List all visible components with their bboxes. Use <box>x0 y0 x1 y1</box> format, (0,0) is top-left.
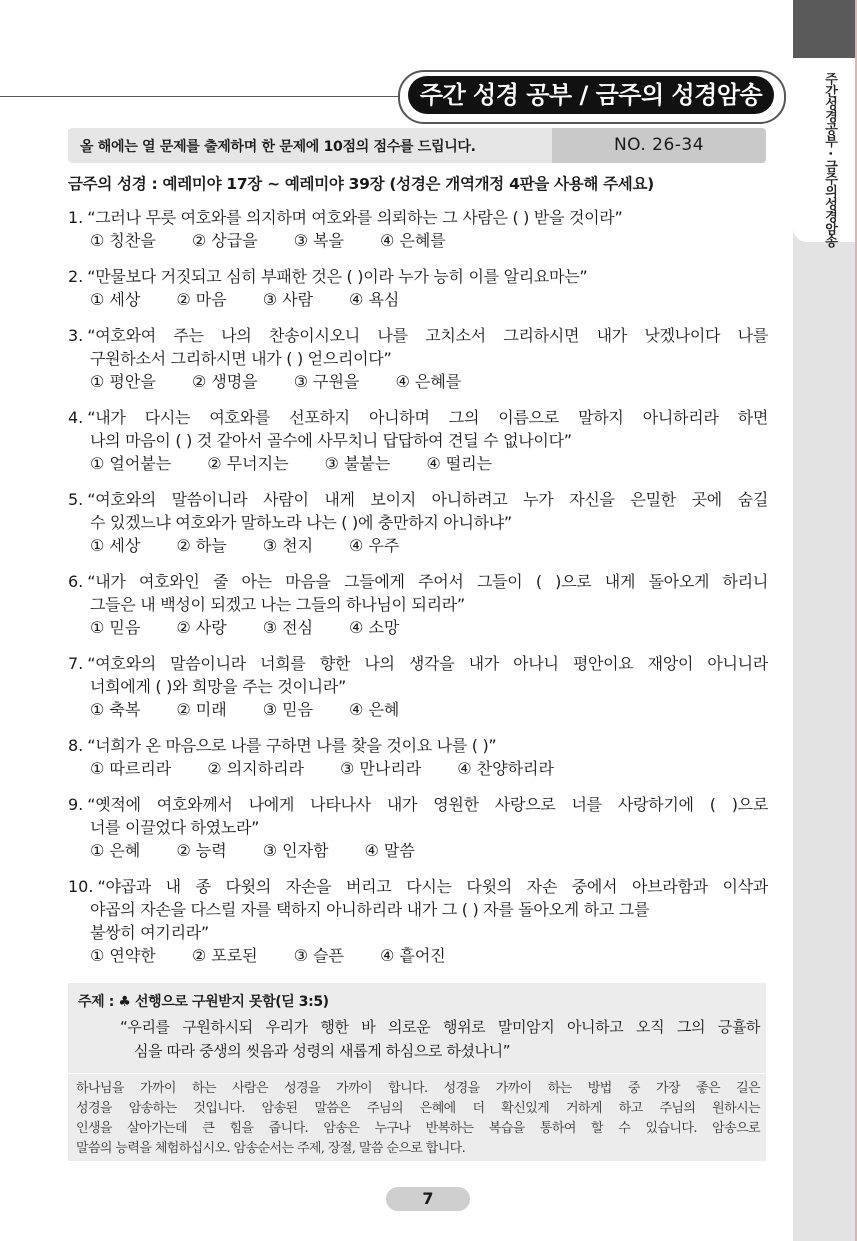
question-item <box>68 652 768 721</box>
question-item <box>68 875 768 967</box>
question-first-line <box>68 734 768 757</box>
answer-option: ② 능력 <box>176 841 227 860</box>
description-line: 하나님을 가까이 하는 사람은 성경을 가까이 합니다. 성경을 가까이 하는 방법 중 가장 좋은 길은 <box>76 1081 760 1096</box>
answer-option: ④ 소망 <box>349 618 400 637</box>
answer-option: ① 평안을 <box>90 372 156 391</box>
answer-option: ② 생명을 <box>191 372 258 391</box>
question-text: “여호와의 말씀이니라 너희를 향한 나의 생각을 내가 아나니 평안이요 재앙이 아니니라 <box>87 654 768 673</box>
answer-option: ④ 은혜 <box>349 700 400 719</box>
question-first-line <box>68 570 768 593</box>
question-list <box>68 206 768 980</box>
question-text-continued: 너를 이끌었다 하였노라” <box>90 818 260 837</box>
answer-option: ③ 전심 <box>262 618 314 637</box>
question-text-continued: 수 있겠느냐 여호와가 말하노라 나는 ( )에 충만하지 아니하냐” <box>90 513 512 532</box>
answer-option: ① 축복 <box>90 700 141 719</box>
answer-option: ④ 은혜를 <box>379 231 446 250</box>
answer-option: ① 얼어붙는 <box>90 454 172 473</box>
question-first-line <box>68 206 768 229</box>
answer-options <box>68 616 768 639</box>
question-text-continued: 야곱의 자손을 다스릴 자를 택하지 아니하리라 내가 그 ( ) 자를 돌아오게 하고 그를 <box>90 900 650 919</box>
answer-option: ② 미래 <box>176 700 227 719</box>
question-number: 8. <box>68 736 84 755</box>
answer-options <box>68 370 768 393</box>
question-number: 4. <box>68 408 84 427</box>
question-text: “여호와의 말씀이니라 사람이 내게 보이지 아니하려고 누가 자신을 은밀한 곳에 숨길 <box>87 490 768 509</box>
answer-option: ① 따르리라 <box>90 759 172 778</box>
question-item <box>68 793 768 862</box>
question-text: “만물보다 거짓되고 심히 부패한 것은 ( )이라 누가 능히 이를 알리요마는” <box>87 267 588 286</box>
question-text: “너희가 온 마음으로 나를 구하면 나를 찾을 것이요 나를 ( )” <box>87 736 497 755</box>
question-item <box>68 570 768 639</box>
answer-option: ① 연약한 <box>90 946 156 965</box>
answer-option: ④ 말씀 <box>364 841 415 860</box>
question-first-line <box>68 875 768 898</box>
question-first-line <box>68 406 768 429</box>
question-text-continued: 그들은 내 백성이 되겠고 나는 그들의 하나님이 되리라” <box>90 595 465 614</box>
question-first-line <box>68 265 768 288</box>
page-title: 주간 성경 공부 / 금주의 성경암송 <box>408 76 774 114</box>
answer-option: ③ 천지 <box>262 536 314 555</box>
side-tab-top <box>793 0 857 58</box>
question-number: 6. <box>68 572 84 591</box>
info-text: 올 해에는 열 문제를 출제하며 한 문제에 10점의 점수를 드립니다. <box>80 139 476 155</box>
question-number: 10. <box>68 877 94 896</box>
answer-option: ③ 불붙는 <box>324 454 391 473</box>
question-text-continued: 너희에게 ( )와 희망을 주는 것이니라” <box>90 677 346 696</box>
header-rule <box>0 96 400 97</box>
answer-option: ③ 구원을 <box>293 372 360 391</box>
question-number: 9. <box>68 795 84 814</box>
answer-option: ② 사랑 <box>176 618 227 637</box>
question-text: “내가 다시는 여호와를 선포하지 아니하며 그의 이름으로 말하지 아니하리라 하면 <box>87 408 768 427</box>
answer-option: ④ 흩어진 <box>379 946 446 965</box>
answer-options <box>68 757 768 780</box>
question-item <box>68 734 768 780</box>
question-text: “내가 여호와인 줄 아는 마음을 그들에게 주어서 그들이 ( )으로 내게 돌아오게 하리니 <box>87 572 768 591</box>
answer-option: ③ 슬픈 <box>293 946 344 965</box>
question-text: “야곱과 내 종 다윗의 자손을 버리고 다시는 다윗의 자손 중에서 아브라함과 이삭과 <box>97 877 768 896</box>
answer-options <box>68 534 768 557</box>
info-bar <box>68 128 766 163</box>
answer-option: ③ 복을 <box>293 231 344 250</box>
answer-option: ② 마음 <box>176 290 227 309</box>
answer-options <box>68 229 768 252</box>
answer-option: ② 포로된 <box>191 946 258 965</box>
answer-options <box>68 839 768 862</box>
question-text-continued: 불쌍히 여기리라” <box>90 923 209 942</box>
question-item <box>68 406 768 475</box>
question-item <box>68 265 768 311</box>
answer-option: ② 무너지는 <box>207 454 289 473</box>
theme-title: 주제 : ♣ 선행으로 구원받지 못함(딛 3:5) <box>78 994 329 1010</box>
question-number: 7. <box>68 654 84 673</box>
question-item <box>68 488 768 557</box>
theme-verse-line: “우리를 구원하시되 우리가 행한 바 의로운 행위로 말미암지 아니하고 오직 그의 긍휼하 <box>120 1018 760 1036</box>
answer-option: ① 세상 <box>90 536 141 555</box>
question-text-continued: 구원하소서 그리하시면 내가 ( ) 얻으리이다” <box>90 349 392 368</box>
answer-option: ① 세상 <box>90 290 141 309</box>
question-number: 1. <box>68 208 84 227</box>
question-text-continued: 나의 마음이 ( ) 것 같아서 골수에 사무치니 답답하여 견딜 수 없나이다” <box>90 431 572 450</box>
answer-option: ④ 떨리는 <box>426 454 493 473</box>
answer-option: ① 칭찬을 <box>90 231 156 250</box>
scripture-scope: 금주의 성경 : 예레미야 17장 ~ 예레미야 39장 (성경은 개역개정 4판을 사용해 주세요) <box>68 175 654 193</box>
answer-options <box>68 452 768 475</box>
answer-option: ② 하늘 <box>176 536 227 555</box>
question-text: “그러나 무릇 여호와를 의지하며 여호와를 의뢰하는 그 사람은 ( ) 받을 것이라” <box>87 208 623 227</box>
answer-option: ③ 믿음 <box>262 700 314 719</box>
question-first-line <box>68 652 768 675</box>
issue-number: NO. 26-34 <box>552 128 766 163</box>
theme-verse-line: 심을 따라 중생의 씻음과 성령의 새롭게 하심으로 하셨나니” <box>134 1042 511 1060</box>
question-first-line <box>68 488 768 511</box>
description-line: 말씀의 능력을 체험하십시오. 암송순서는 주제, 장절, 말씀 순으로 합니다. <box>76 1141 466 1156</box>
question-number: 3. <box>68 326 84 345</box>
answer-option: ① 믿음 <box>90 618 141 637</box>
answer-option: ④ 우주 <box>349 536 400 555</box>
theme-verse <box>120 1015 760 1063</box>
question-item <box>68 206 768 252</box>
theme-divider <box>68 1073 766 1074</box>
answer-option: ② 의지하리라 <box>207 759 304 778</box>
answer-options <box>68 944 768 967</box>
description-line: 성경을 암송하는 것입니다. 암송된 말씀은 주님의 은혜에 더 확신있게 거하게 하고 주님의 원하시는 <box>76 1101 760 1116</box>
question-text: “여호와여 주는 나의 찬송이시오니 나를 고치소서 그리하시면 내가 낫겠나이다 나를 <box>87 326 768 345</box>
answer-options <box>68 698 768 721</box>
answer-option: ④ 은혜를 <box>395 372 462 391</box>
theme-description <box>76 1079 760 1159</box>
answer-option: ① 은혜 <box>90 841 141 860</box>
question-text: “옛적에 여호와께서 나에게 나타나사 내가 영원한 사랑으로 너를 사랑하기에 ( )으로 <box>87 795 768 814</box>
answer-option: ③ 인자함 <box>262 841 329 860</box>
answer-option: ② 상급을 <box>191 231 258 250</box>
question-first-line <box>68 793 768 816</box>
question-item <box>68 324 768 393</box>
page-number: 7 <box>422 1189 434 1208</box>
theme-box <box>68 983 766 1161</box>
side-label: 주간성경공부 · 금주의성경암송 <box>822 72 837 247</box>
answer-option: ④ 욕심 <box>349 290 400 309</box>
answer-options <box>68 288 768 311</box>
description-line: 인생을 살아가는데 큰 힘을 줍니다. 암송은 누구나 반복하는 복습을 통하여 할 수 있습니다. 암송으로 <box>76 1121 760 1136</box>
answer-option: ③ 사람 <box>262 290 314 309</box>
question-number: 5. <box>68 490 84 509</box>
question-number: 2. <box>68 267 84 286</box>
answer-option: ③ 만나리라 <box>339 759 422 778</box>
answer-option: ④ 찬양하리라 <box>457 759 554 778</box>
question-first-line <box>68 324 768 347</box>
